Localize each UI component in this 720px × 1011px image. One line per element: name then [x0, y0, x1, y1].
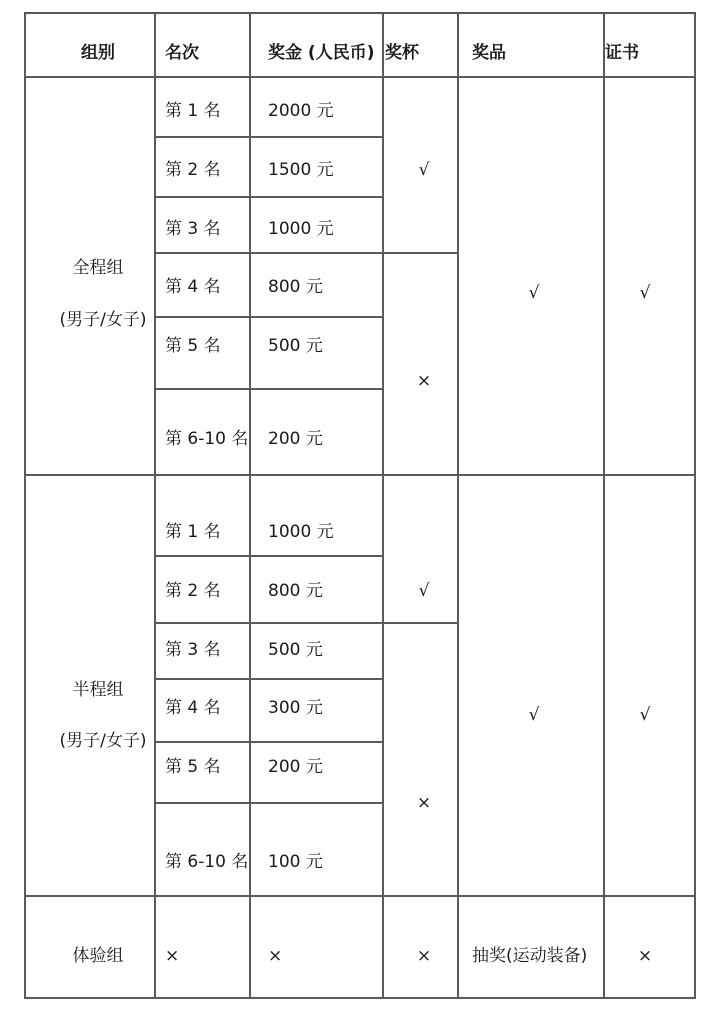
- column-divider: [457, 12, 459, 999]
- rank-cell: 第 4 名: [165, 698, 221, 718]
- money-cell: 500 元: [268, 640, 323, 660]
- column-divider: [382, 12, 384, 999]
- rank-cell: 第 3 名: [165, 640, 221, 660]
- group-name-half: 半程组: [72, 680, 124, 700]
- money-cross-mark: ×: [268, 946, 283, 966]
- rank-cell: 第 4 名: [165, 277, 221, 297]
- money-cell: 2000 元: [268, 101, 334, 121]
- header-prize-money: 奖金 (人民币): [268, 43, 375, 63]
- money-cell: 200 元: [268, 429, 323, 449]
- certificate-check-mark: √: [639, 283, 651, 303]
- table-border-top: [24, 12, 696, 14]
- rank-cell: 第 5 名: [165, 757, 221, 777]
- header-rank: 名次: [165, 43, 199, 63]
- row-divider: [155, 555, 384, 557]
- header-trophy: 奖杯: [385, 43, 419, 63]
- table-border-bottom: [24, 997, 696, 999]
- trophy-check-mark: √: [418, 160, 430, 180]
- money-cell: 1000 元: [268, 219, 334, 239]
- column-divider: [249, 12, 251, 999]
- rank-cell: 第 2 名: [165, 160, 221, 180]
- money-cell: 800 元: [268, 277, 323, 297]
- rank-cell: 第 2 名: [165, 581, 221, 601]
- rank-cell: 第 6-10 名: [165, 852, 249, 872]
- row-divider: [155, 136, 384, 138]
- money-cell: 800 元: [268, 581, 323, 601]
- header-prize: 奖品: [472, 43, 506, 63]
- prize-check-mark: √: [528, 705, 540, 725]
- row-divider: [155, 252, 459, 254]
- group-sub-full: (男子/女子): [59, 310, 147, 330]
- rank-cell: 第 5 名: [165, 336, 221, 356]
- column-divider: [154, 12, 156, 999]
- group-sub-half: (男子/女子): [59, 731, 147, 751]
- row-divider: [155, 802, 384, 804]
- row-divider: [155, 741, 384, 743]
- money-cell: 200 元: [268, 757, 323, 777]
- rank-cross-mark: ×: [165, 946, 180, 966]
- row-divider: [155, 316, 384, 318]
- trophy-cross-mark: ×: [416, 793, 432, 813]
- header-group: 组别: [81, 43, 115, 63]
- prize-lottery: 抽奖(运动装备): [472, 946, 588, 966]
- prize-check-mark: √: [528, 283, 540, 303]
- money-cell: 100 元: [268, 852, 323, 872]
- certificate-check-mark: √: [639, 705, 651, 725]
- trophy-cross-mark: ×: [416, 946, 432, 966]
- column-divider: [603, 12, 605, 999]
- table-border-right: [694, 12, 696, 999]
- group-name-full: 全程组: [72, 258, 124, 278]
- trophy-check-mark: √: [418, 581, 430, 601]
- group-name-experience: 体验组: [72, 946, 124, 966]
- money-cell: 300 元: [268, 698, 323, 718]
- section-divider: [24, 474, 696, 476]
- header-divider: [24, 76, 696, 78]
- rank-cell: 第 3 名: [165, 219, 221, 239]
- money-cell: 500 元: [268, 336, 323, 356]
- table-border-left: [24, 12, 26, 999]
- certificate-cross-mark: ×: [637, 946, 653, 966]
- row-divider: [155, 678, 384, 680]
- money-cell: 1000 元: [268, 522, 334, 542]
- money-cell: 1500 元: [268, 160, 334, 180]
- rank-cell: 第 6-10 名: [165, 429, 249, 449]
- rank-cell: 第 1 名: [165, 522, 221, 542]
- row-divider: [155, 196, 384, 198]
- trophy-cross-mark: ×: [416, 371, 432, 391]
- header-certificate: 证书: [605, 43, 639, 63]
- row-divider: [155, 388, 384, 390]
- rank-cell: 第 1 名: [165, 101, 221, 121]
- section-divider: [24, 895, 696, 897]
- row-divider: [155, 622, 459, 624]
